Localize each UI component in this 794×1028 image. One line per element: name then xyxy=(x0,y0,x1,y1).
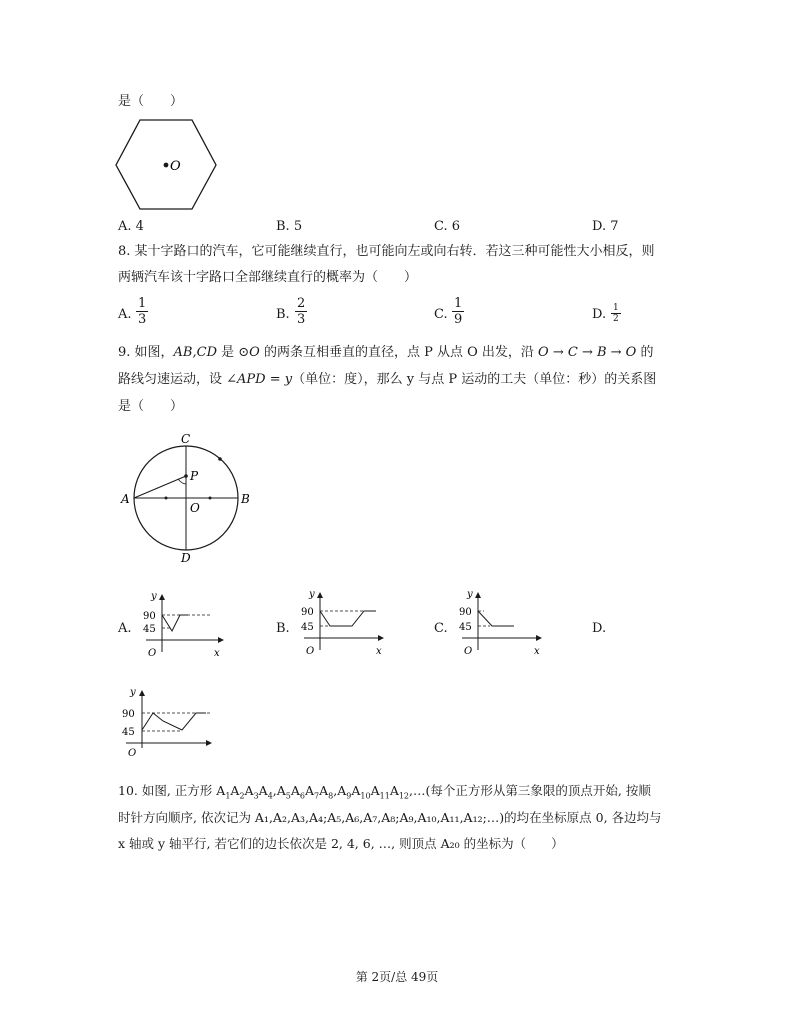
x-axis-arrow xyxy=(218,637,224,643)
q7-option-b: B. 5 xyxy=(276,219,303,234)
q10-line1: 10. 如图, 正方形 $A_1A_2A_3A_4,A_5A_6A_7A_8,A_9A_{10}A_{11}A_{12},\dots$(每个正方形从第三象限的顶点开始, 按顺 xyxy=(118,783,651,801)
q9-line1-math-ab-cd: AB,CD xyxy=(173,345,217,360)
point-on-arc-dot xyxy=(218,457,222,461)
label-y: y xyxy=(467,589,473,600)
q9-line1-mid2: 的两条互相垂直的直径，点 P 从点 O 出发，沿 xyxy=(259,345,539,360)
point-p-dot xyxy=(184,474,188,478)
hexagon-center-label: O xyxy=(170,159,181,174)
hexagon-figure xyxy=(114,118,218,212)
q10-line1-pre: 10. 如图, 正方形 A xyxy=(118,783,226,798)
label-d: D xyxy=(181,551,191,565)
q8-option-d-numerator: 1 xyxy=(613,303,619,313)
q8-option-c-numerator: 1 xyxy=(454,296,463,311)
curve-d xyxy=(142,713,206,730)
q8-line2: 两辆汽车该十字路口全部继续直行的概率为（ ） xyxy=(118,270,418,285)
curve-b xyxy=(320,611,376,626)
q8-option-c-letter: C. xyxy=(434,307,448,322)
q9-option-c-letter: C. xyxy=(434,621,448,636)
point-right-dot xyxy=(209,497,212,500)
q8-option-d-letter: D. xyxy=(592,307,607,322)
q8-option-d-denominator: 2 xyxy=(613,314,619,324)
label-y: y xyxy=(309,589,315,600)
y-axis-arrow xyxy=(159,594,165,600)
label-origin: O xyxy=(464,646,473,657)
label-45: 45 xyxy=(459,622,472,633)
q9-line1-post: 的 xyxy=(636,345,654,360)
label-90: 90 xyxy=(301,607,314,618)
page-footer: 第 2页/总 49页 xyxy=(355,970,439,984)
label-x: x xyxy=(534,646,540,657)
q8-option-a-numerator: 1 xyxy=(138,296,147,311)
q9-line2-math: APD = y xyxy=(237,372,293,387)
q9-option-b-graph xyxy=(296,588,388,660)
q9-option-a-graph xyxy=(138,590,228,662)
label-x: x xyxy=(376,646,382,657)
x-axis-arrow xyxy=(206,740,212,746)
q8-option-b-fraction xyxy=(295,296,307,327)
q7-option-d: D. 7 xyxy=(592,219,619,234)
q8-option-c-denominator: 9 xyxy=(454,312,463,327)
label-origin: O xyxy=(148,648,157,659)
curve-a xyxy=(162,615,188,631)
label-45: 45 xyxy=(143,624,156,635)
label-x: x xyxy=(214,648,220,659)
label-90: 90 xyxy=(122,709,135,720)
label-o: O xyxy=(190,501,200,515)
q8-option-a-letter: A. xyxy=(118,307,132,322)
q7-tail: 是（ ） xyxy=(118,94,184,109)
label-90: 90 xyxy=(143,611,156,622)
q9-line1-math-path: O → C → B → O xyxy=(538,345,637,360)
hexagon-center-dot xyxy=(164,163,169,168)
q9-option-d-letter: D. xyxy=(592,621,607,636)
point-left-dot xyxy=(165,497,168,500)
q9-line1-math-o: O xyxy=(249,345,260,360)
q10-line2: 时针方向顺序, 依次记为 A₁,A₂,A₃,A₄;A₅,A₆,A₇,A₈;A₉,A₁₀,A₁₁,A₁₂;…)的均在坐标原点 0, 各边均与 xyxy=(118,810,662,825)
q9-line1 xyxy=(118,344,653,362)
q9-option-d-graph xyxy=(116,686,216,758)
label-c: C xyxy=(181,432,191,446)
q10-line1-mid: …(每个正方形从第三象限的顶点开始, 按顺 xyxy=(413,783,651,798)
q9-line2-pre: 路线匀速运动，设 ∠ xyxy=(118,372,238,387)
q8-option-d-fraction xyxy=(611,303,621,324)
y-axis-arrow xyxy=(475,592,481,598)
q9-option-c-graph xyxy=(454,588,546,660)
curve-c xyxy=(478,611,514,626)
label-90: 90 xyxy=(459,607,472,618)
y-axis-arrow xyxy=(139,690,145,696)
label-45: 45 xyxy=(122,727,135,738)
q7-option-c: C. 6 xyxy=(434,219,461,234)
q7-option-a: A. 4 xyxy=(118,219,144,234)
q8-option-b-numerator: 2 xyxy=(297,296,306,311)
circle-figure xyxy=(116,430,256,566)
q9-option-a-letter: A. xyxy=(118,621,132,636)
x-axis-arrow xyxy=(536,635,542,641)
q8-option-a-fraction xyxy=(136,296,148,327)
q9-line1-pre: 9. 如图， xyxy=(118,345,174,360)
label-y: y xyxy=(130,687,136,698)
q9-option-b-letter: B. xyxy=(276,621,290,636)
x-axis-arrow xyxy=(378,635,384,641)
q9-line2-post: （单位：度），那么 y 与点 P 运动的工夫（单位：秒）的关系图 xyxy=(292,372,657,387)
q8-option-b-letter: B. xyxy=(276,307,290,322)
label-origin: O xyxy=(306,646,315,657)
label-45: 45 xyxy=(301,622,314,633)
angle-arc xyxy=(178,479,186,484)
label-origin: O xyxy=(128,748,137,758)
label-y: y xyxy=(151,591,157,602)
q9-line3: 是（ ） xyxy=(118,399,184,414)
q8-option-a-denominator: 3 xyxy=(138,312,147,327)
y-axis-arrow xyxy=(317,592,323,598)
q8-option-b-denominator: 3 xyxy=(297,312,306,327)
q8-option-c-fraction xyxy=(452,296,464,327)
q9-line1-mid: 是 ⊙ xyxy=(217,345,250,360)
label-b: B xyxy=(241,492,250,506)
q8-line1: 8. 某十字路口的汽车，它可能继续直行，也可能向左或向右转．若这三种可能性大小相反，则 xyxy=(118,244,655,259)
label-p: P xyxy=(190,469,199,483)
q9-line2 xyxy=(118,371,656,389)
q10-line3: x 轴或 y 轴平行, 若它们的边长依次是 2, 4, 6, …, 则顶点 A₂₀ 的坐标为（ ） xyxy=(118,836,564,851)
label-a: A xyxy=(121,492,130,506)
